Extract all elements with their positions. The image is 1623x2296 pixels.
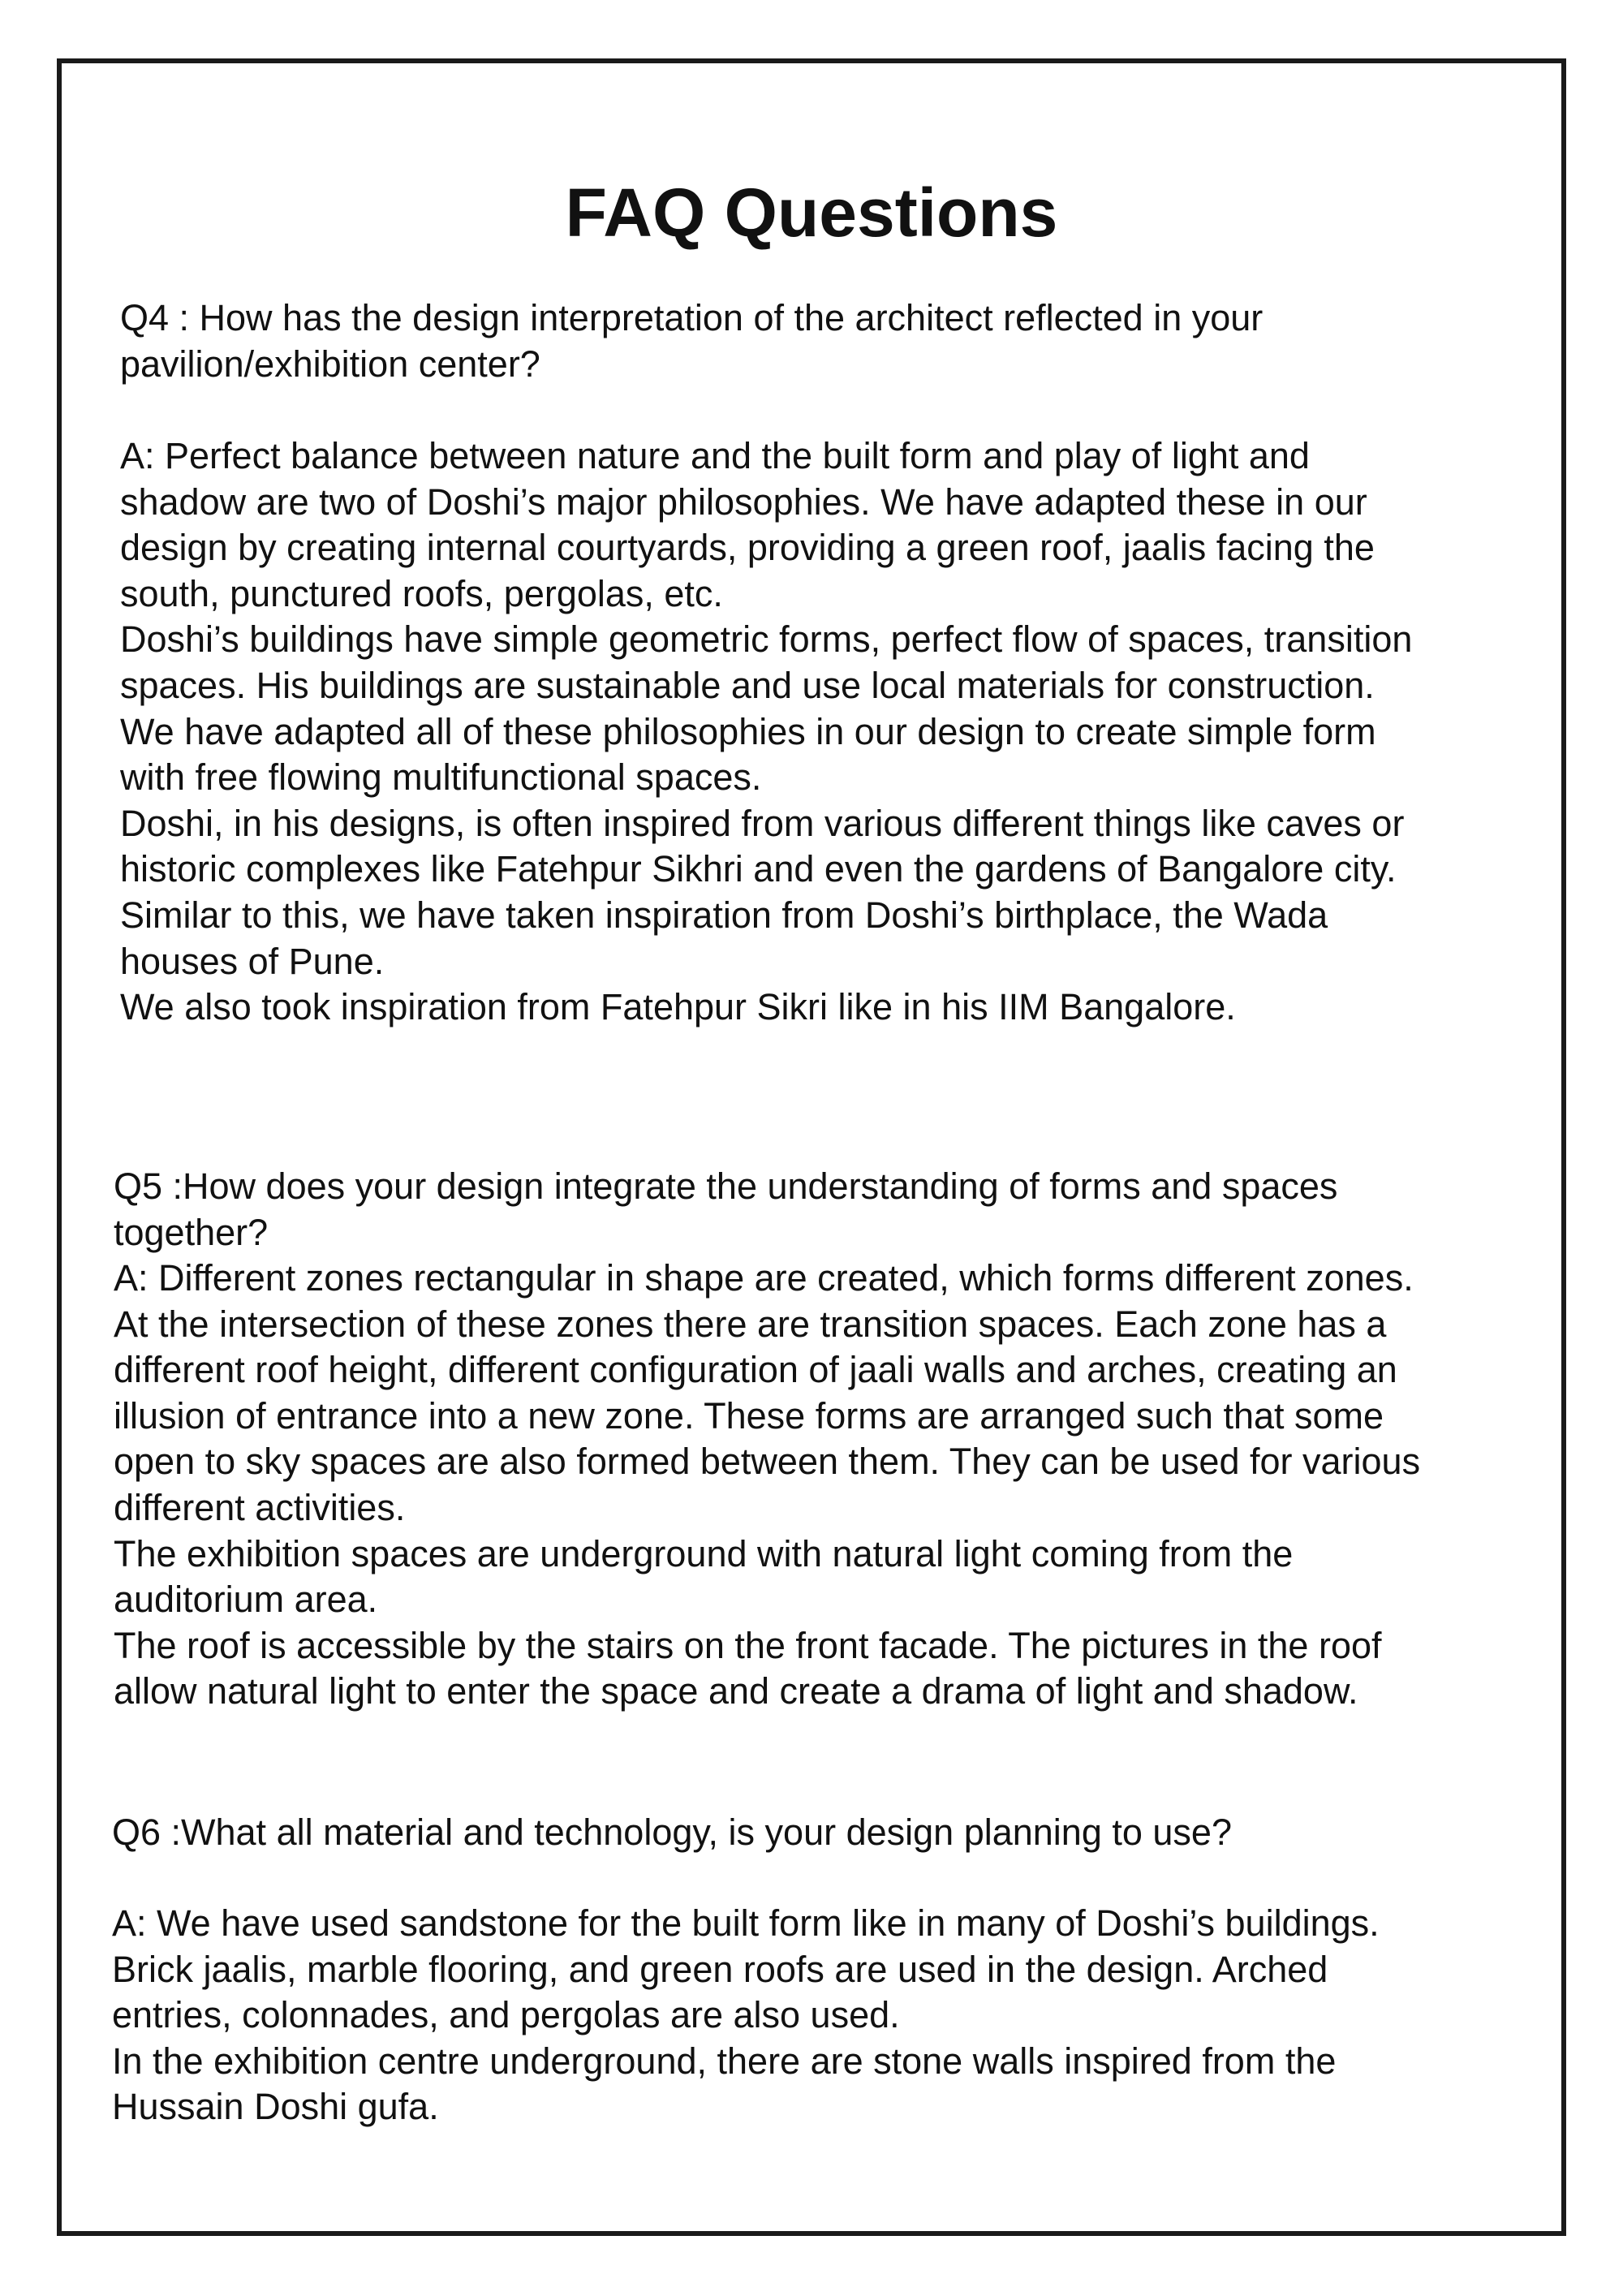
faq-question-q4: Q4 : How has the design interpretation of the architect reflected in your pavilion/exhibition center? [120, 297, 1264, 385]
page-title: FAQ Questions [565, 174, 1058, 251]
faq-answer-q4: A: Perfect balance between nature and the built form and play of light and shadow are two of Doshi’s major philosophies. We have adapted these in our design by creating internal courtyards, providing a green roof, jaalis facing the south, punctured roofs, pergolas, etc. Doshi’s buildings have simple geometric forms, perfect flow of spaces, transition spaces. His buildings are sustainable and use local materials for construction. We have adapted all of these philosophies in our design to create simple form with free flowing multifunctional spaces. Doshi, in his designs, is often inspired from various different things like caves or historic complexes like Fatehpur Sikhri and even the gardens of Bangalore city. Similar to this, we have taken inspiration from Doshi’s birthplace, the Wada houses of Pune. We also took inspiration from Fatehpur Sikri like in his IIM Bangalore. [120, 435, 1413, 1028]
faq-question-q5: Q5 :How does your design integrate the understanding of forms and spaces together? [114, 1165, 1338, 1253]
faq-question-q6: Q6 :What all material and technology, is your design planning to use? [112, 1811, 1232, 1853]
faq-answer-q5: A: Different zones rectangular in shape are created, which forms different zones. At the intersection of these zones there are transition spaces. Each zone has a different roof height, different configuration of jaali walls and arches, creating an illusion of entrance into a new zone. These forms are arranged such that some open to sky spaces are also formed between them. They can be used for various different activities. The exhibition spaces are underground with natural light coming from the auditorium area. The roof is accessible by the stairs on the front facade. The pictures in the roof allow natural light to enter the space and create a drama of light and shadow. [114, 1257, 1421, 1712]
faq-answer-q6: A: We have used sandstone for the built form like in many of Doshi’s buildings. Brick jaalis, marble flooring, and green roofs are used in the design. Arched entries, colonnades, and pergolas are also used. In the exhibition centre underground, there are stone walls inspired from the Hussain Doshi gufa. [112, 1902, 1380, 2128]
